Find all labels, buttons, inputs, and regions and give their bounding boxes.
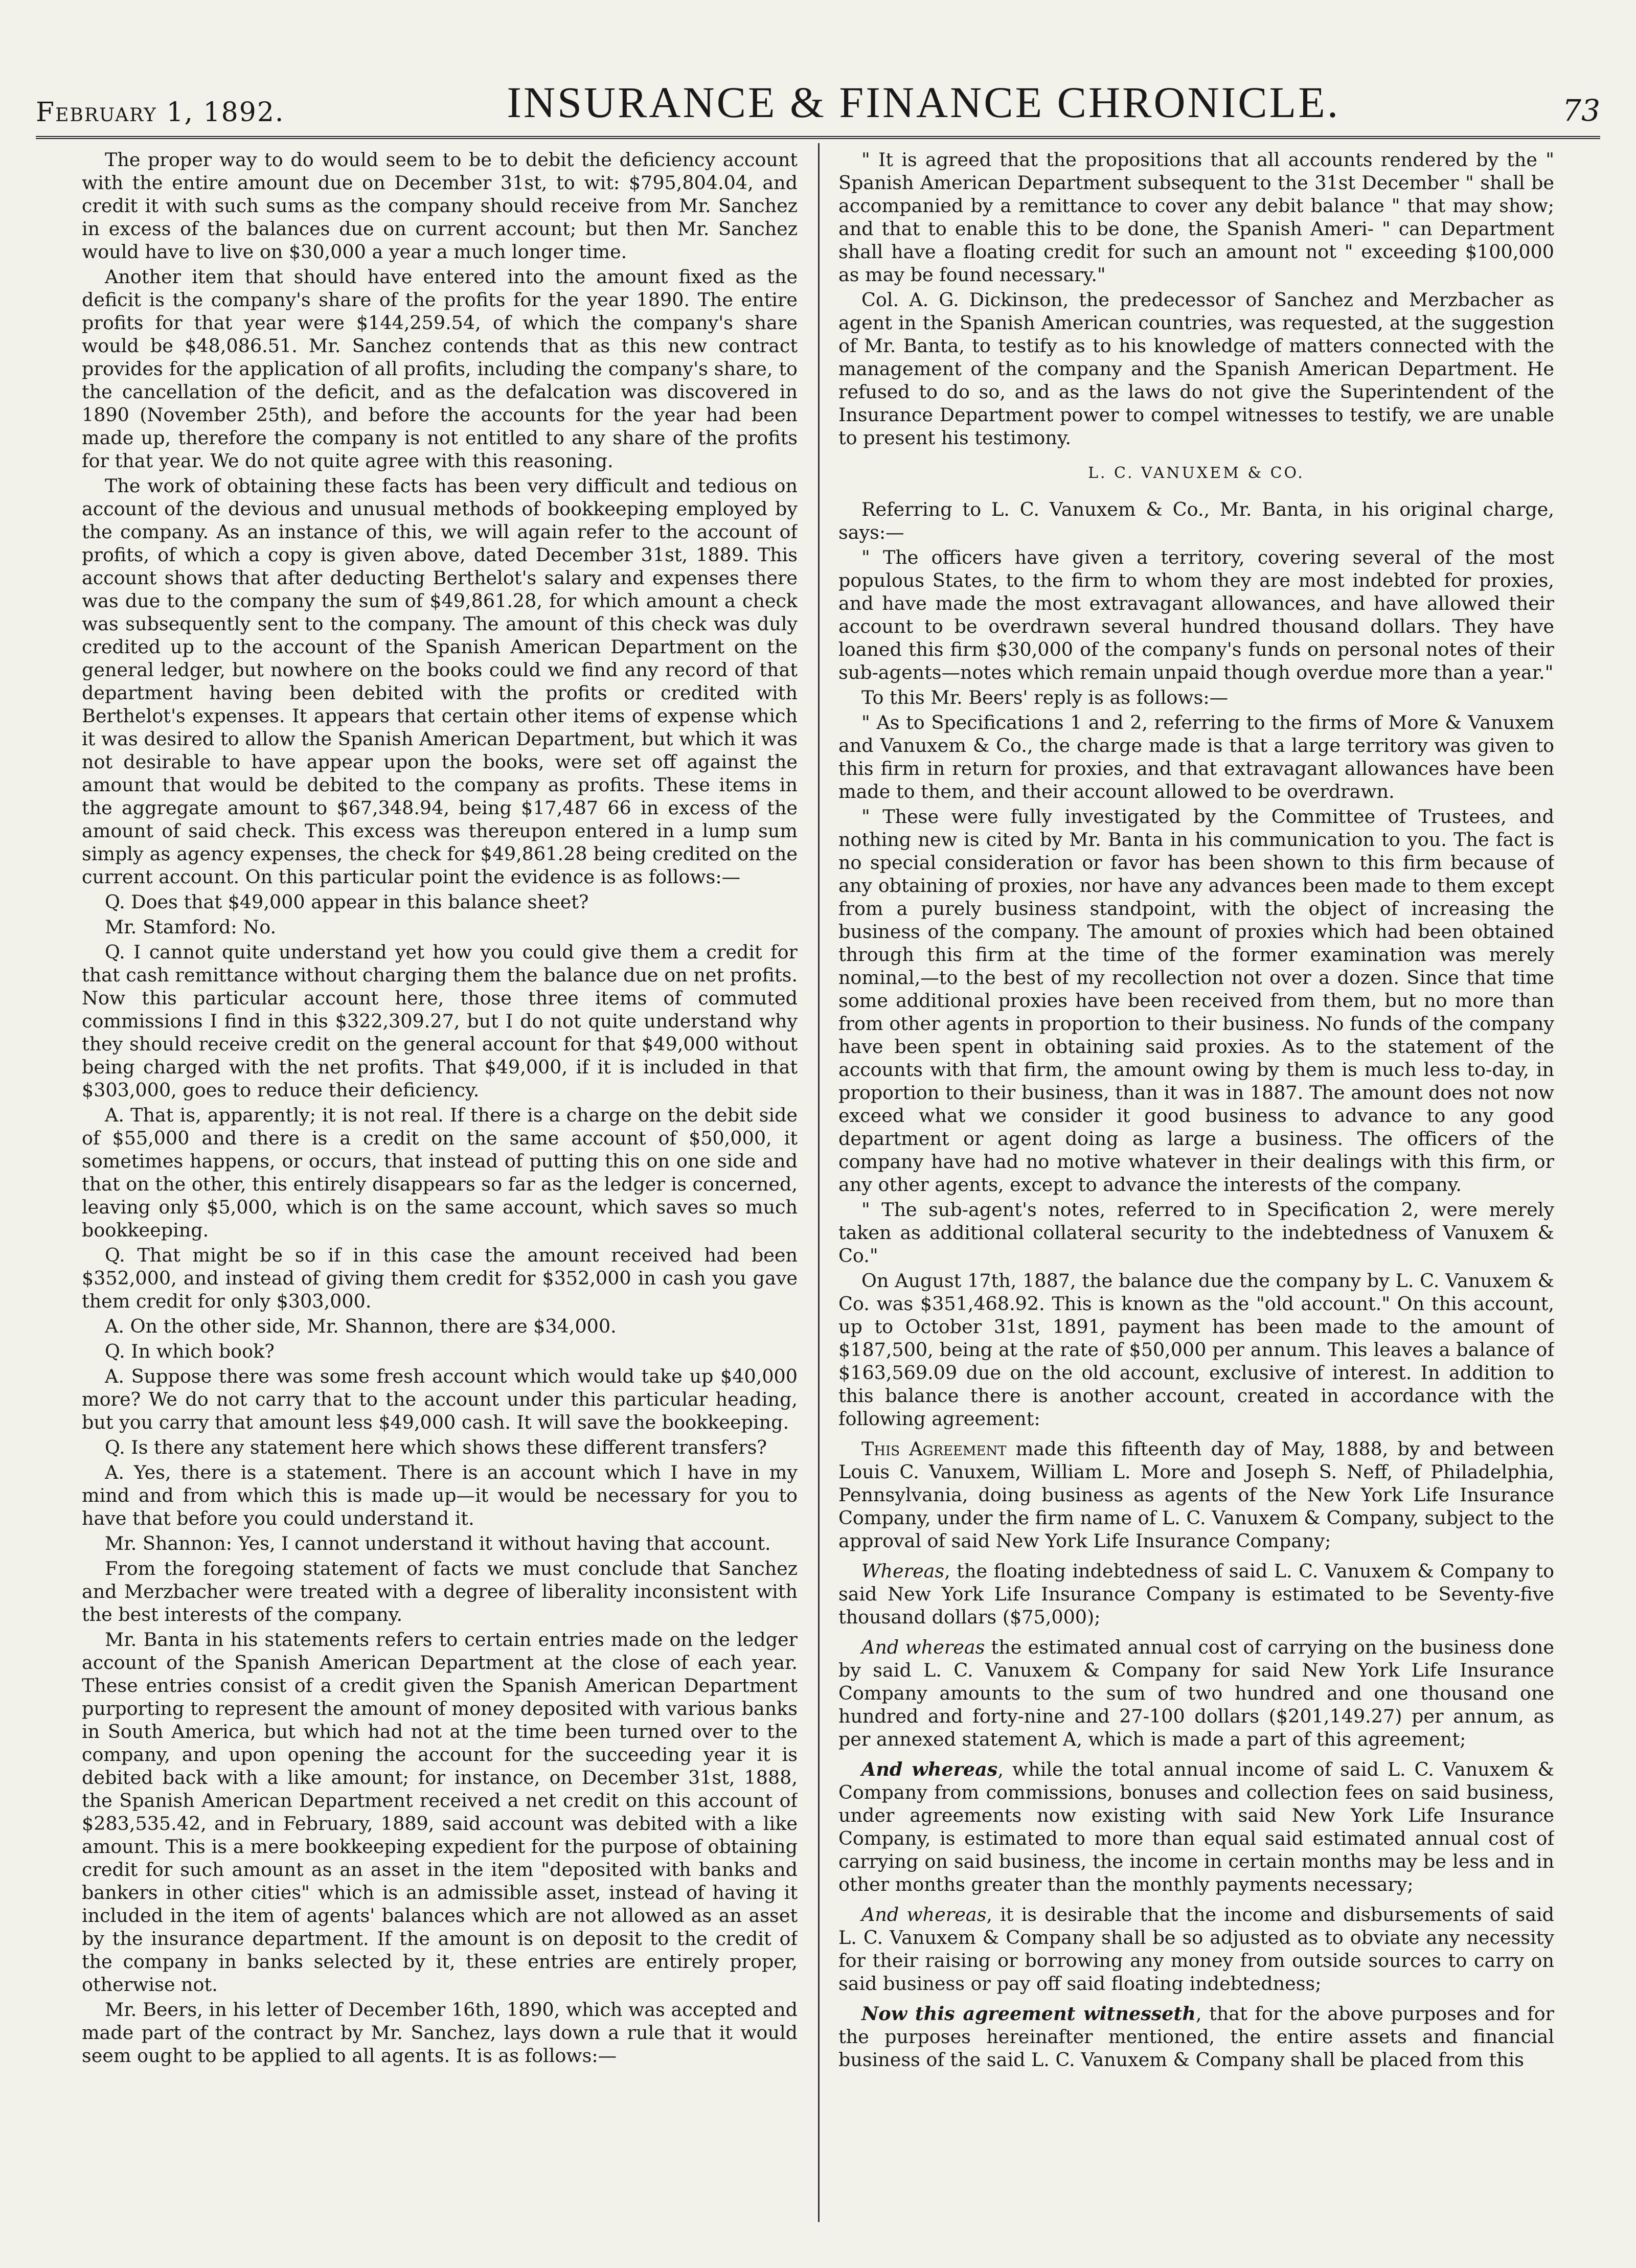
- testimony-answer: A. Suppose there was some fresh account which would take up $40,000 more? We do not carry that to the account under this particular heading, but you carry that amount less $49,000 cash. It will save the bookkeeping.: [82, 1365, 798, 1433]
- right-column: [838, 148, 1554, 2207]
- testimony-answer: A. That is, apparently; it is not real. If there is a charge on the debit side of $55,000 and there is a credit on the same account of $50,000, it sometimes happens, or occurs, that instead of putting this on one side and that on the other, this entirely disappears so far as the ledger is concerned, leaving only $5,000, which is on the same account, which saves so much bookkeeping.: [82, 1104, 798, 1241]
- testimony-question: Q. That might be so if in this case the amount received had been $352,000, and instead of giving them credit for $352,000 in cash you gave them credit for only $303,000.: [82, 1244, 798, 1312]
- publication-title: INSURANCE & FINANCE CHRONICLE.: [507, 78, 1340, 127]
- issue-date: February 1, 1892.: [36, 97, 285, 128]
- paragraph-dickinson: Col. A. G. Dickinson, the predecessor of Sanchez and Merzbacher as agent in the Spanish American countries, was requested, at the suggestion of Mr. Banta, to testify as to his knowledge of matters connected with the management of the company and the Spanish American Department. He refused to do so, and as the laws do not give the Superintendent of the Insurance Department power to compel witnesses to testify, we are unable to present his testimony.: [838, 289, 1554, 449]
- paragraph-profits-1890: Another item that should have entered into the amount fixed as the deficit is the company's share of the profits for the year 1890. The entire profits for that year were $144,259.54, of which the company's share would be $48,086.51. Mr. Sanchez contends that as this new contract provides for the application of all profits, including the company's share, to the cancellation of the deficit, and as the defalcation was discovered in 1890 (November 25th), and before the accounts for the year had been made up, therefore the company is not entitled to any share of the profits for that year. We do not quite agree with this reasoning.: [82, 266, 798, 472]
- quoted-agreement-terms: " It is agreed that the propositions that all accounts rendered by the " Spanish American Department subsequent to the 31st December " shall be accompanied by a remittance to cover any debit balance " that may show; and that to enable this to be done, the Spanish Ameri- " can Department shall have a floating credit for such an amount not " exceeding $100,000 as may be found necessary.": [838, 149, 1554, 286]
- testimony-answer: A. Yes, there is a statement. There is an account which I have in my mind and from which this is made up—it would be necessary for you to have that before you could understand it.: [82, 1461, 798, 1529]
- agreement-witnesseth: Now this agreement witnesseth, that for the above purposes and for the purposes hereinafter mentioned, the entire assets and financial business of the said L. C. Vanuxem & Company shall be placed from this: [838, 2003, 1554, 2071]
- quoted-banta-charge: " The officers have given a territory, covering several of the most populous States, to the firm to whom they are most indebted for proxies, and have made the most extravagant allowances, and have allowed their account to be overdrawn several hundred thousand dollars. They have loaned this firm $30,000 of the company's funds on personal notes of their sub-agents—notes which remain unpaid though overdue more than a year.": [838, 546, 1554, 683]
- agreement-whereas-income: And whereas, while the total annual income of said L. C. Vanuxem & Company from commissions, bonuses and collection fees on said business, under agreements now existing with said New York Life Insurance Company, is estimated to more than equal said estimated annual cost of carrying on said business, the income in certain months may be less and in other months greater than the monthly payments necessary;: [838, 1758, 1554, 1895]
- testimony-answer: Mr. Stamford: No.: [105, 916, 277, 938]
- page-header: [36, 72, 1600, 139]
- agreement-whereas-adjustment: And whereas, it is desirable that the income and disbursements of said L. C. Vanuxem & Company shall be so adjusted as to obviate any necessity for their raising or borrowing any money from outside sources to carry on said business or pay off said floating indebtedness;: [838, 1904, 1554, 1995]
- quoted-beers-subagent-notes: " The sub-agent's notes, referred to in Specification 2, were merely taken as additional collateral security to the indebtedness of Vanuxem & Co.": [838, 1199, 1554, 1267]
- page-number: 73: [1562, 93, 1600, 128]
- agreement-lead: This Agreement: [861, 1438, 1007, 1460]
- agreement-whereas-floating-debt: Whereas, the floating indebtedness of said L. C. Vanuxem & Company to said New York Life Insurance Company is estimated to be Seventy-five thousand dollars ($75,000);: [838, 1560, 1554, 1628]
- testimony-answer: A. On the other side, Mr. Shannon, there are $34,000.: [105, 1315, 617, 1337]
- left-column: [82, 148, 798, 2207]
- agreement-intro: This Agreement made this fifteenth day of May, 1888, by and between Louis C. Vanuxem, William L. More and Joseph S. Neff, of Philadelphia, Pennsylvania, doing business as agents of the New York Life Insurance Company, under the firm name of L. C. Vanuxem & Company, subject to the approval of said New York Life Insurance Company;: [838, 1438, 1554, 1552]
- column-divider: [818, 143, 820, 2222]
- paragraph-beers-reply-intro: To this Mr. Beers' reply is as follows:—: [861, 686, 1229, 708]
- section-heading: L. C. VANUXEM & CO.: [1088, 464, 1305, 482]
- testimony-question: Q. Does that $49,000 appear in this balance sheet?: [105, 891, 589, 913]
- paragraph-bookkeeping-methods: The work of obtaining these facts has been very difficult and tedious on account of the devious and unusual methods of bookkeeping employed by the company. As an instance of this, we will again refer to the account of profits, of which a copy is given above, dated December 31st, 1889. This account shows that after deducting Berthelot's salary and expenses there was due to the company the sum of $49,861.28, for which amount a check was subsequently sent to the company. The amount of this check was duly credited up to the account of the Spanish American Department on the general ledger, but nowhere on the books could we find any record of that department having been debited with the profits or credited with Berthelot's expenses. It appears that certain other items of expense which it was desired to allow the Spanish American Department, but which it was not desirable to have appear upon the books, were set off against the amount that would be debited to the company as profits. These items in the aggregate amount to $67,348.94, being $17,487 66 in excess of the amount of said check. This excess was thereupon entered in a lump sum simply as agency expenses, the check for $49,861.28 being credited on the current account. On this particular point the evidence is as follows:—: [82, 475, 798, 888]
- testimony-question: Q. In which book?: [105, 1340, 275, 1362]
- testimony-question: Q. I cannot quite understand yet how you could give them a credit for that cash remittance without charging them the balance due on net profits. Now this particular account here, those three items of commuted commissions I find in this $322,309.27, but I do not quite understand why they should receive credit on the general account for that $49,000 without being charged with the net profits. That $49,000, if it is included in that $303,000, goes to reduce their deficiency.: [82, 941, 798, 1101]
- quoted-beers-specifications: " As to Specifications 1 and 2, referring to the firms of More & Vanuxem and Vanuxem & Co., the charge made is that a large territory was given to this firm in return for proxies, and that extravagant allowances have been made to them, and their account allowed to be overdrawn.: [838, 712, 1554, 803]
- paragraph-banta-charge: Referring to L. C. Vanuxem & Co., Mr. Banta, in his original charge, says:—: [838, 498, 1554, 543]
- paragraph-conclusion-liberality: From the foregoing statement of facts we must conclude that Sanchez and Merzbacher were treated with a degree of liberality inconsistent with the best interests of the company.: [82, 1557, 798, 1625]
- testimony-question: Q. Is there any statement here which shows these different transfers?: [105, 1436, 767, 1458]
- paragraph-old-account: On August 17th, 1887, the balance due the company by L. C. Vanuxem & Co. was $351,468.92. This is known as the "old account." On this account, up to October 31st, 1891, payment has been made to the amount of $187,500, being at the rate of $50,000 per annum. This leaves a balance of $163,569.09 due on the old account, exclusive of interest. In addition to this balance there is another account, created in accordance with the following agreement:: [838, 1270, 1554, 1430]
- paragraph-deficiency-debit: The proper way to do would seem to be to debit the deficiency account with the entire amount due on December 31st, to wit: $795,804.04, and credit it with such sums as the company should receive from Mr. Sanchez in excess of the balances due on current account; but then Mr. Sanchez would have to live on $30,000 a year a much longer time.: [82, 149, 798, 263]
- paragraph-banta-ledger-entries: Mr. Banta in his statements refers to certain entries made on the ledger account of the Spanish American Department at the close of each year. These entries consist of a credit given the Spanish American Department purporting to represent the amount of money deposited with various banks in South America, but which had not at the time been turned over to the company, and upon opening the account for the succeeding year it is debited back with a like amount; for instance, on December 31st, 1888, the Spanish American Department received a net credit on this account of $283,535.42, and in February, 1889, said account was debited with a like amount. This is a mere bookkeeping expedient for the purpose of obtaining credit for such amount as an asset in the item "deposited with banks and bankers in other cities" which is an admissible asset, instead of having it included in the item of agents' balances which are not allowed as an asset by the insurance department. If the amount is on deposit to the credit of the company in banks selected by it, these entries are entirely proper, otherwise not.: [82, 1629, 798, 1996]
- agreement-whereas-annual-cost: And whereas the estimated annual cost of carrying on the business done by said L. C. Vanuxem & Company for said New York Life Insurance Company amounts to the sum of two hundred and one thousand one hundred and forty-nine and 27-100 dollars ($201,149.27) per annum, as per annexed statement A, which is made a part of this agreement;: [838, 1636, 1554, 1750]
- paragraph-beers-letter: Mr. Beers, in his letter of December 16th, 1890, which was accepted and made part of the contract by Mr. Sanchez, lays down a rule that it would seem ought to be applied to all agents. It is as follows:—: [82, 1999, 798, 2067]
- testimony-statement: Mr. Shannon: Yes, I cannot understand it without having that account.: [105, 1532, 771, 1554]
- quoted-beers-investigation: " These were fully investigated by the Committee of Trustees, and nothing new is cited by Mr. Banta in his communication to you. The fact is no special consideration or favor has been shown to this firm because of any obtaining of proxies, nor have any advances been made to them except from a purely business standpoint, with the object of increasing the business of the company. The amount of proxies which had been obtained through this firm at the time of the former examination was merely nominal,—to the best of my recollection not over a dozen. Since that time some additional proxies have been received from them, but no more than from other agents in proportion to their business. No funds of the company have been spent in obtaining said proxies. As to the statement of the accounts with that firm, the amount owing by them is much less to-day, in proportion to their business, than it was in 1887. The amount does not now exceed what we consider it good business to advance to any good department or agent doing as large a business. The officers of the company have had no motive whatever in their dealings with this firm, or any other agents, except to advance the interests of the company.: [838, 806, 1554, 1196]
